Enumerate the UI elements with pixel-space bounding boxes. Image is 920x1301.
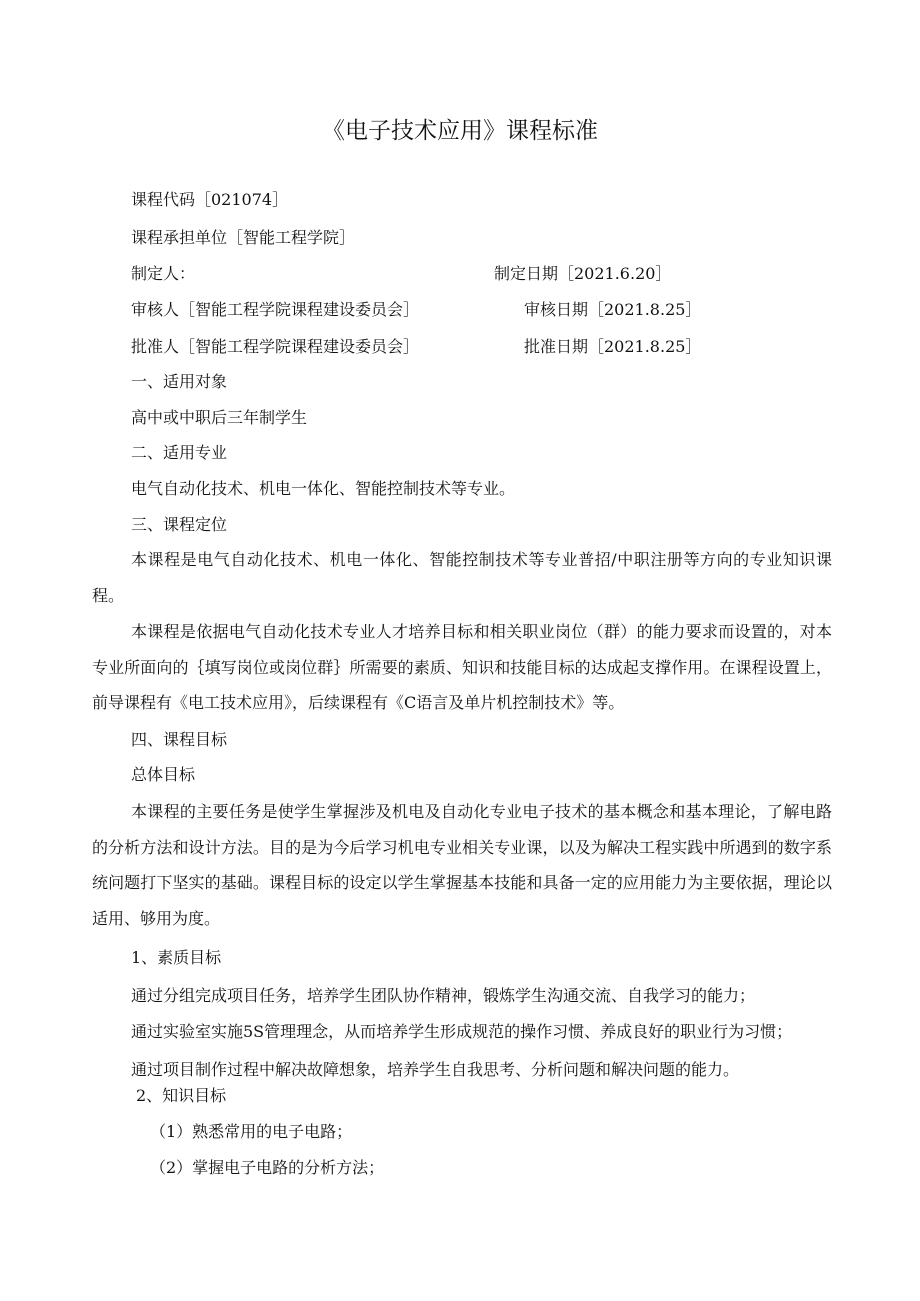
overall-goal-heading: 总体目标 <box>131 765 196 784</box>
knowledge-goal-item-1: （1）熟悉常用的电子电路； <box>150 1122 353 1141</box>
quality-goal-item-3: 通过项目制作过程中解决故障想象，培养学生自我思考、分析问题和解决问题的能力。 <box>131 1060 740 1079</box>
section-3-paragraph-2: 本课程是依据电气自动化技术专业人才培养目标和相关职业岗位（群）的能力要求而设置的，对本专业所面向的｛填写岗位或岗位群｝所需要的素质、知识和技能目标的达成起支撑作用。在课程设置上，前导课程有《电工技术应用》，后续课程有《C语言及单片机控制技术》等。 <box>92 622 832 712</box>
course-department: 课程承担单位［智能工程学院］ <box>131 228 356 247</box>
section-4-heading: 四、课程目标 <box>131 730 228 749</box>
section-2-heading: 二、适用专业 <box>131 443 228 462</box>
quality-goal-item-2: 通过实验室实施5S管理理念，从而培养学生形成规范的操作习惯、养成良好的职业行为习惯； <box>131 1022 793 1041</box>
course-code: 课程代码［021074］ <box>131 190 289 209</box>
approve-date: 批准日期［2021.8.25］ <box>524 337 702 356</box>
author-label: 制定人： <box>131 264 196 283</box>
knowledge-goal-item-2: （2）掌握电子电路的分析方法； <box>150 1158 385 1177</box>
knowledge-goal-heading: 2、知识目标 <box>136 1086 227 1105</box>
overall-goal-paragraph: 本课程的主要任务是使学生掌握涉及机电及自动化专业电子技术的基本概念和基本理论，了解电路的分析方法和设计方法。目的是为今后学习机电专业相关专业课，以及为解决工程实践中所遇到的数字系统问题打下坚实的基础。课程目标的设定以学生掌握基本技能和具备一定的应用能力为主要依据，理论以适用、够用为度。 <box>92 802 832 928</box>
section-3-paragraph-1: 本课程是电气自动化技术、机电一体化、智能控制技术等专业普招/中职注册等方向的专业知识课程。 <box>92 550 832 605</box>
approver: 批准人［智能工程学院课程建设委员会］ <box>131 337 420 356</box>
quality-goal-heading: 1、素质目标 <box>131 948 222 967</box>
document-title: 《电子技术应用》课程标准 <box>322 118 598 144</box>
review-date: 审核日期［2021.8.25］ <box>524 300 702 319</box>
reviewer: 审核人［智能工程学院课程建设委员会］ <box>131 300 420 319</box>
author-date: 制定日期［2021.6.20］ <box>494 264 672 283</box>
section-1-text: 高中或中职后三年制学生 <box>131 408 308 427</box>
section-1-heading: 一、适用对象 <box>131 372 228 391</box>
quality-goal-item-1: 通过分组完成项目任务，培养学生团队协作精神，锻炼学生沟通交流、自我学习的能力； <box>131 986 756 1005</box>
section-2-text: 电气自动化技术、机电一体化、智能控制技术等专业。 <box>131 479 516 498</box>
section-3-heading: 三、课程定位 <box>131 515 228 534</box>
